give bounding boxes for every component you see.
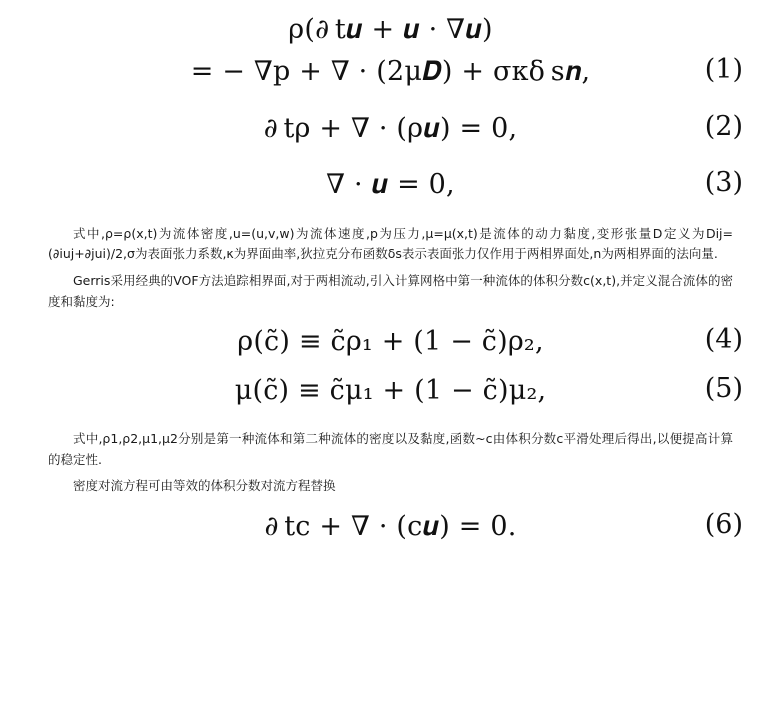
equation-6-line-1 — [18, 509, 763, 545]
equation-6 — [18, 509, 763, 545]
paragraph-notation: 式中,ρ=ρ(x,t)为流体密度,u=(u,v,w)为流体速度,p为压力,μ=μ(x,t)是流体的动力黏度,变形张量D定义为Dij=(∂iuj+∂jui)/2,σ为表面张力系数,κ为界面曲率,狄拉克分布函数δs表示表面张力仅作用于两相界面处,n为两相界面的法向量. — [48, 225, 733, 262]
spacer-before-eq4 — [18, 312, 763, 324]
equation-4-text: ρ(c̃) ≡ c̃ρ₁ + (1 − c̃)ρ₂, — [237, 326, 544, 358]
equation-6-number: (6) — [704, 509, 743, 540]
equation-2 — [18, 111, 763, 147]
equation-1-number: (1) — [704, 54, 743, 86]
equation-4-number: (4) — [704, 324, 743, 356]
equation-2-text: ∂ tρ + ∇ · (ρ𝒖) = 0, — [263, 112, 518, 144]
equation-1-line-1-text: ρ(∂ t𝒖 + 𝒖 · ∇𝒖) — [288, 14, 493, 45]
equation-2-line-1 — [18, 111, 763, 147]
paragraph-advection: 密度对流方程可由等效的体积分数对流方程替换 — [73, 478, 336, 494]
equation-6-text: ∂ tc + ∇ · (c𝒖) = 0. — [264, 511, 517, 542]
paragraph-density-viscosity: 式中,ρ1,ρ2,μ1,μ2分别是第一种流体和第二种流体的密度以及黏度,函数~c由体积分数c平滑处理后得出,以便提高计算的稳定性. — [48, 431, 733, 467]
spacer-after-eq5 — [18, 409, 763, 429]
equation-3 — [18, 167, 763, 203]
paragraph-vof-method: Gerris采用经典的VOF方法追踪相界面,对于两相流动,引入计算网格中第一种流体的体积分数c(x,t),并定义混合流体的密度和黏度为: — [48, 273, 733, 309]
equation-4 — [18, 324, 763, 360]
equation-1 — [18, 12, 763, 91]
equation-5-text: μ(c̃) ≡ c̃μ₁ + (1 − c̃)μ₂, — [234, 374, 547, 406]
spacer-between-eq4-eq5 — [18, 361, 763, 373]
equation-3-text: ∇ · 𝒖 = 0, — [326, 169, 455, 201]
spacer-after-eq3 — [18, 204, 763, 224]
equation-1-line-2-text: = − ∇p + ∇ · (2μ𝑫) + σκδ s𝒏, — [190, 56, 591, 88]
equation-3-line-1 — [18, 167, 763, 203]
equation-4-line-1 — [18, 324, 763, 360]
equation-5-number: (5) — [704, 372, 743, 404]
equation-5-line-1 — [18, 373, 763, 409]
spacer-after-eq2 — [18, 147, 763, 167]
spacer-top — [18, 0, 763, 12]
spacer-after-eq1 — [18, 91, 763, 111]
equation-5 — [18, 373, 763, 409]
spacer-before-eq6 — [18, 497, 763, 509]
equation-1-line-1 — [18, 12, 763, 48]
equation-1-line-2 — [18, 54, 763, 90]
equation-3-number: (3) — [704, 167, 743, 199]
equation-2-number: (2) — [704, 110, 743, 142]
